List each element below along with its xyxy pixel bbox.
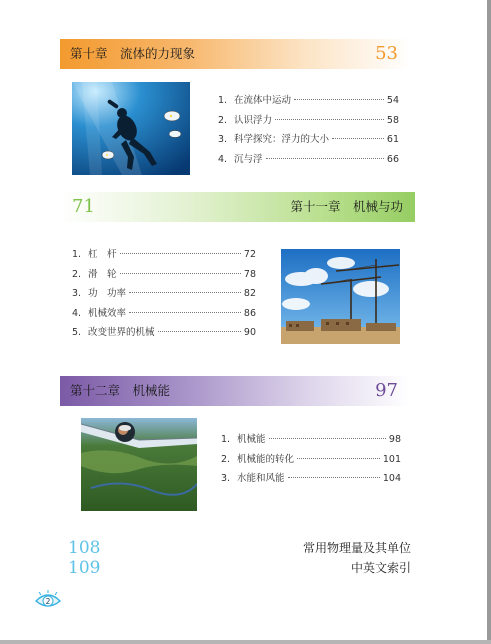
dot-leader [120,253,241,254]
chapter-11-header[interactable] [60,192,415,222]
dot-leader [297,458,380,459]
dot-leader [275,119,384,120]
section-title: 滑 轮 [88,268,117,280]
section-title: 沉与浮 [234,153,263,165]
chapter-10-section-list [218,92,399,170]
section-page: 58 [386,114,399,126]
appendix-page: 109 [68,558,101,578]
toc-entry[interactable] [218,131,399,151]
section-title: 功 功率 [88,288,127,299]
chapter-12-page: 97 [375,380,398,401]
section-page: 104 [382,473,401,484]
toc-entry[interactable] [72,246,256,266]
appendix-page: 108 [68,538,101,558]
toc-entry[interactable] [218,151,399,171]
section-page: 101 [382,453,401,465]
construction-cranes-photo [281,249,400,344]
section-number: 1. [218,95,228,106]
chapter-11-title: 第十一章 机械与功 [290,199,403,214]
section-title: 水能和风能 [237,473,285,484]
toc-entry[interactable] [72,266,256,286]
section-page: 86 [243,307,256,319]
section-number: 3. [221,473,231,484]
section-number: 4. [218,153,228,165]
section-page: 78 [243,268,256,280]
page-edge-bottom [0,640,491,644]
section-number: 2. [72,268,82,280]
appendix-title: 中英文索引 [350,561,411,575]
scuba-diver-photo [72,82,190,175]
chapter-12-header[interactable] [60,376,410,406]
section-page: 66 [386,153,399,165]
section-page: 90 [243,327,256,338]
toc-entry[interactable] [221,451,401,471]
page-folio [33,590,63,610]
dot-leader [288,477,380,478]
section-page: 72 [243,249,256,260]
dot-leader [129,292,241,293]
toc-entry[interactable] [218,112,399,132]
appendix-entry-index[interactable] [68,558,411,578]
dot-leader [269,438,386,439]
chapter-10-title: 第十章 流体的力现象 [70,46,196,61]
toc-entry[interactable] [72,285,256,305]
page-number: 2 [45,597,51,606]
section-title: 科学探究：浮力的大小 [234,134,330,145]
glider-aerial-photo [81,418,197,511]
section-number: 4. [72,307,82,319]
toc-entry[interactable] [218,92,399,112]
section-number: 5. [72,327,82,338]
chapter-12-section-list [221,431,401,490]
section-title: 认识浮力 [234,114,273,126]
chapter-10-page: 53 [375,43,398,64]
dot-leader [294,99,384,100]
page-edge-right [487,0,491,644]
appendix-title: 常用物理量及其单位 [302,541,411,555]
toc-entry[interactable] [72,324,256,344]
toc-entry[interactable] [221,431,401,451]
appendix-entry-units[interactable] [68,538,411,558]
section-title: 改变世界的机械 [88,327,155,338]
dot-leader [129,312,241,313]
dot-leader [266,158,384,159]
section-title: 机械能的转化 [237,453,295,465]
section-page: 98 [388,434,401,445]
chapter-10-header[interactable] [60,39,410,69]
dot-leader [332,138,384,139]
section-title: 杠 杆 [88,249,117,260]
chapter-11-section-list [72,246,256,344]
toc-entry[interactable] [221,470,401,490]
section-page: 54 [386,95,399,106]
dot-leader [120,273,241,274]
section-number: 1. [221,434,231,445]
chapter-12-title: 第十二章 机械能 [70,383,171,398]
section-number: 1. [72,249,82,260]
section-title: 机械效率 [88,307,127,319]
section-title: 在流体中运动 [234,95,292,106]
eye-icon [33,590,63,610]
section-page: 61 [386,134,399,145]
section-number: 3. [72,288,82,299]
toc-entry[interactable] [72,305,256,325]
section-title: 机械能 [237,434,266,445]
section-number: 2. [221,453,231,465]
dot-leader [158,331,241,332]
section-number: 3. [218,134,228,145]
section-number: 2. [218,114,228,126]
chapter-11-page: 71 [72,196,95,217]
section-page: 82 [243,288,256,299]
